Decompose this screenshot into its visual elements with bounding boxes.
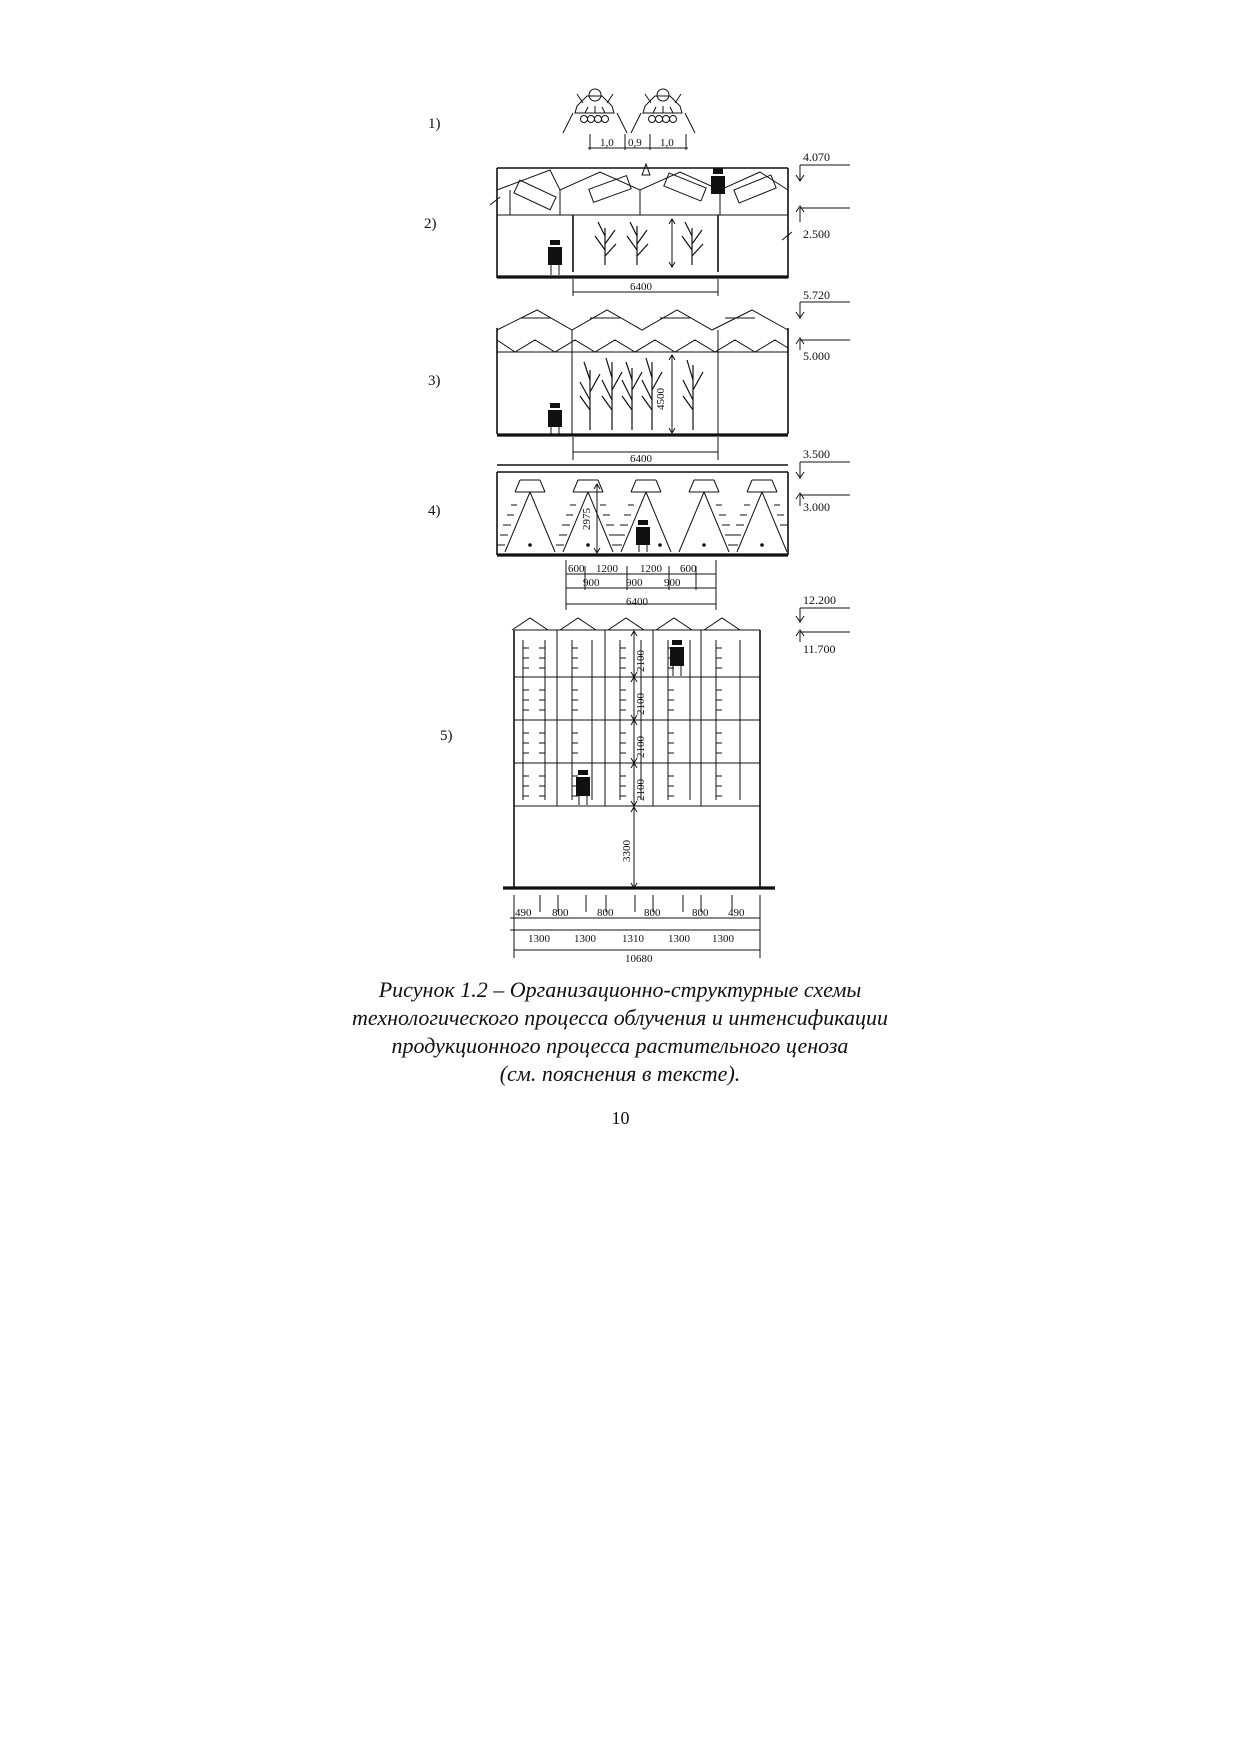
panel-5-tier-height-1: 2100 [635,650,647,672]
panel-5-dim-mid-4: 1300 [668,933,690,945]
panel-5-base-height: 3300 [621,840,633,862]
plant-row [580,358,703,430]
panel-5-dim-mid-1: 1300 [528,933,550,945]
panel-4-span: 6400 [626,596,648,608]
panel-4-height: 2975 [581,508,593,530]
panel-5-dim-top-3: 800 [597,907,614,919]
lamp-unit-left [563,89,627,133]
panel-3-height: 4500 [655,388,667,410]
panel-1-lamp-units [428,89,695,150]
panel-3-greenhouse-section [428,288,850,465]
panel-4-level-bottom: 3.000 [803,500,830,514]
panel-4-multitier-section [428,447,850,610]
panel-1-dim-3: 1,0 [660,137,674,149]
panel-2-level-bottom: 2.500 [803,227,830,241]
panel-3-level-top: 5.720 [803,288,830,302]
worker-figure [636,520,650,552]
panel-4-label: 4) [428,503,441,519]
panel-3-span: 6400 [630,453,652,465]
panel-5-dim-top-2: 800 [552,907,569,919]
worker-figure [576,770,590,805]
panel-1-dim-1: 1,0 [600,137,614,149]
panel-4-dim-mid-1: 900 [583,577,600,589]
panel-2-label: 2) [424,216,437,232]
worker-figure [670,640,684,676]
panel-5-dim-mid-5: 1300 [712,933,734,945]
lamp-unit-right [631,89,695,133]
panel-5-dim-mid-2: 1300 [574,933,596,945]
panel-5-dim-mid-3: 1310 [622,933,644,945]
panel-4-dim-mid-2: 900 [626,577,643,589]
panel-5-dim-top-4: 800 [644,907,661,919]
panel-3-level-bottom: 5.000 [803,349,830,363]
panel-4-level-top: 3.500 [803,447,830,461]
panel-4-dim-top-4: 600 [680,563,697,575]
worker-figure [711,168,725,194]
worker-figure [548,403,562,434]
panel-5-dim-top-1: 490 [515,907,532,919]
panel-5-tier-height-4: 2100 [635,779,647,801]
panel-1-dim-2: 0,9 [628,137,642,149]
panel-5-label: 5) [440,728,453,744]
panel-2-greenhouse-section [424,150,850,296]
panel-5-tier-height-2: 2100 [635,693,647,715]
panel-5-level-bottom: 11.700 [803,642,836,656]
panel-1-label: 1) [428,116,441,132]
figure-caption [220,976,1020,1088]
caption-line-4: (см. пояснения в тексте). [499,1061,741,1086]
panel-5-level-top: 12.200 [803,593,836,607]
panel-2-level-top: 4.070 [803,150,830,164]
panel-5-multistorey-section [440,593,850,965]
page-number: 10 [611,1108,630,1128]
panel-4-dim-top-1: 600 [568,563,585,575]
panel-3-label: 3) [428,373,441,389]
panel-5-tier-height-3: 2100 [635,736,647,758]
panel-2-span: 6400 [630,281,652,293]
worker-figure [548,240,562,275]
caption-line-1: Рисунок 1.2 – Организационно-структурные схемы [378,977,862,1002]
panel-5-dim-top-5: 800 [692,907,709,919]
panel-5-dim-top-6: 490 [728,907,745,919]
panel-4-dim-mid-3: 900 [664,577,681,589]
panel-4-dim-top-2: 1200 [596,563,618,575]
caption-line-3: продукционного процесса растительного ценоза [391,1033,849,1058]
panel-5-span: 10680 [625,953,653,965]
caption-line-2: технологического процесса облучения и интенсификации [352,1005,888,1030]
plant-row [595,222,703,265]
panel-4-dim-top-3: 1200 [640,563,662,575]
